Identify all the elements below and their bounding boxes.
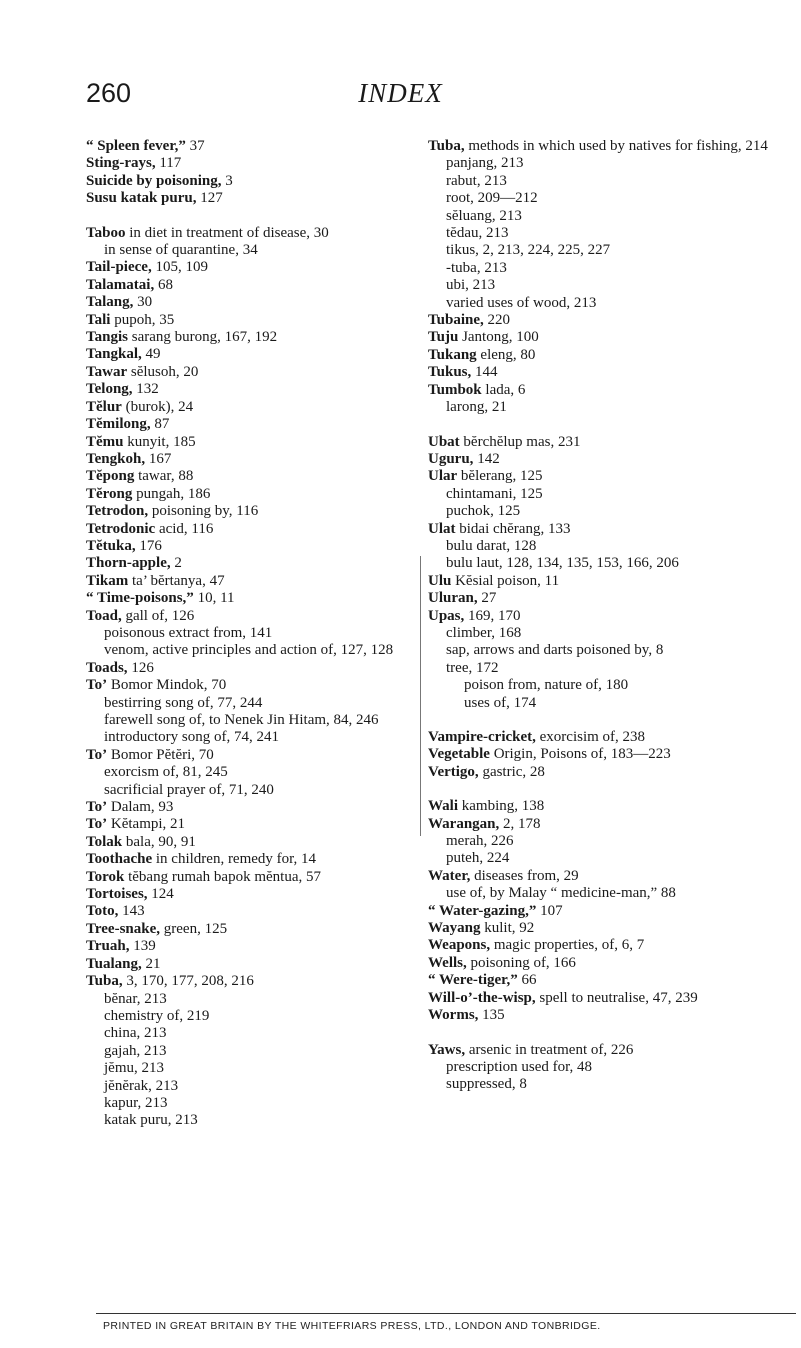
index-entry: [86, 277, 421, 294]
index-reference: rabut, 213: [446, 172, 507, 189]
index-heading: Yaws,: [428, 1041, 466, 1058]
index-column-right: [428, 138, 783, 1094]
index-entry: [86, 190, 421, 207]
index-reference: bala, 90, 91: [122, 833, 196, 850]
index-heading: Upas,: [428, 607, 465, 624]
index-reference: 126: [127, 659, 154, 676]
index-reference: kunyit, 185: [123, 433, 196, 450]
index-heading: Will-o’-the-wisp,: [428, 989, 536, 1006]
printer-imprint: PRINTED IN GREAT BRITAIN BY THE WHITEFRIARS PRESS, LTD., LONDON AND TONBRIDGE.: [103, 1320, 601, 1332]
index-entry: [86, 138, 421, 155]
index-heading: Tĕrong: [86, 485, 133, 502]
index-heading: Tĕmu: [86, 433, 124, 450]
index-reference: Jantong, 100: [458, 329, 539, 346]
index-subentry: [428, 555, 783, 572]
index-reference: 142: [473, 450, 500, 467]
index-heading: Tĕlur: [86, 398, 122, 415]
index-heading: Warangan,: [428, 815, 500, 832]
index-reference: methods in which used by natives for fishing, 214: [464, 138, 768, 154]
index-reference: (burok), 24: [121, 398, 194, 415]
index-reference: venom, active principles and action of, 127, 128: [104, 642, 394, 659]
index-reference: tikus, 2, 213, 224, 225, 227: [446, 242, 611, 259]
index-reference: sap, arrows and darts poisoned by, 8: [446, 642, 664, 659]
index-heading: Vegetable: [428, 746, 490, 763]
index-entry: [428, 1007, 783, 1024]
index-subentry: [428, 295, 783, 312]
index-entry: [86, 834, 421, 851]
index-heading: Toto,: [86, 903, 119, 920]
index-heading: Tĕtuka,: [86, 537, 136, 554]
index-heading: Tree-snake,: [86, 920, 161, 937]
index-heading: Tĕpong: [86, 468, 135, 485]
index-entry: [86, 294, 421, 311]
index-entry: [86, 538, 421, 555]
index-reference: jĕmu, 213: [104, 1060, 164, 1077]
index-subentry: [428, 660, 783, 677]
index-reference: Bomor Pĕtĕri, 70: [107, 746, 214, 763]
index-entry: [428, 816, 783, 833]
index-subentry: [86, 1060, 421, 1077]
index-reference: tĕdau, 213: [446, 225, 509, 242]
index-subentry: [86, 1078, 421, 1095]
index-heading: Ubat: [428, 433, 460, 450]
index-entry: [428, 573, 783, 590]
index-reference: tree, 172: [446, 659, 499, 676]
index-reference: kambing, 138: [458, 798, 545, 815]
index-reference: gall of, 126: [121, 607, 195, 624]
index-heading: Tualang,: [86, 955, 142, 972]
index-reference: prescription used for, 48: [446, 1058, 593, 1075]
index-reference: sarang burong, 167, 192: [127, 329, 278, 346]
index-subentry: [86, 1043, 421, 1060]
index-reference: Dalam, 93: [107, 799, 174, 816]
index-reference: Kĕsial poison, 11: [451, 572, 560, 589]
index-heading: Wali: [428, 798, 459, 815]
index-heading: Uguru,: [428, 450, 474, 467]
index-heading: “ Time-poisons,”: [86, 590, 194, 607]
index-heading: Tuba,: [86, 973, 123, 990]
index-heading: Talamatai,: [86, 276, 155, 293]
index-entry: [428, 868, 783, 885]
index-subentry: [86, 695, 421, 712]
index-reference: Bomor Mindok, 70: [107, 677, 227, 694]
index-reference: 21: [141, 955, 161, 972]
index-entry: [86, 486, 421, 503]
index-reference: puchok, 125: [446, 503, 521, 520]
index-reference: 68: [154, 276, 173, 293]
index-reference: china, 213: [104, 1025, 167, 1042]
index-reference: kapur, 213: [104, 1094, 168, 1111]
index-reference: bĕrchĕlup mas, 231: [459, 433, 581, 450]
index-heading: Tolak: [86, 833, 123, 850]
index-reference: Origin, Poisons of, 183—223: [489, 746, 671, 763]
index-entry: [86, 956, 421, 973]
index-entry: [86, 155, 421, 172]
index-reference: root, 209—212: [446, 190, 538, 207]
index-reference: bidai chĕrang, 133: [455, 520, 571, 537]
index-subentry: [86, 242, 421, 259]
index-subentry: [86, 642, 421, 659]
index-heading: Wayang: [428, 920, 481, 937]
index-heading: Tuba,: [428, 138, 465, 154]
index-entry: [428, 764, 783, 781]
index-entry: [86, 608, 421, 625]
index-reference: sĕlusoh, 20: [127, 363, 199, 380]
index-entry: [428, 608, 783, 625]
index-entry: [86, 329, 421, 346]
index-subentry: [428, 538, 783, 555]
index-reference: 105, 109: [151, 259, 208, 276]
index-reference: varied uses of wood, 213: [446, 294, 597, 311]
index-entry: [86, 677, 421, 694]
page-number: 260: [86, 78, 132, 108]
index-entry: [428, 972, 783, 989]
index-reference: 2: [170, 555, 182, 572]
section-gap: [428, 1025, 783, 1042]
index-heading: To’: [86, 677, 108, 694]
index-reference: 66: [517, 972, 537, 989]
index-entry: [86, 869, 421, 886]
index-reference: 144: [471, 364, 498, 381]
index-heading: Tukang: [428, 346, 477, 363]
index-reference: kulit, 92: [480, 920, 535, 937]
index-heading: Tubaine,: [428, 312, 484, 329]
index-reference: larong, 21: [446, 399, 507, 416]
index-reference: pupoh, 35: [110, 311, 175, 328]
index-reference: poisoning of, 166: [466, 954, 576, 971]
index-reference: sacrificial prayer of, 71, 240: [104, 781, 274, 798]
index-entry: [428, 382, 783, 399]
index-entry: [428, 138, 783, 155]
index-heading: Telong,: [86, 381, 133, 398]
index-heading: Wells,: [428, 954, 467, 971]
index-heading: Truah,: [86, 938, 130, 955]
index-entry: [428, 955, 783, 972]
index-entry: [428, 451, 783, 468]
index-subentry: [86, 1112, 421, 1129]
index-entry: [86, 434, 421, 451]
footer-rule: [96, 1313, 796, 1314]
index-heading: Tail-piece,: [86, 259, 152, 276]
index-heading: Ulu: [428, 572, 452, 589]
index-entry: [86, 816, 421, 833]
index-heading: Toothache: [86, 851, 153, 868]
index-reference: 127: [196, 190, 223, 207]
index-entry: [428, 364, 783, 381]
index-entry: [86, 521, 421, 538]
index-heading: Taboo: [86, 224, 126, 241]
section-gap: [428, 781, 783, 798]
index-entry: [86, 259, 421, 276]
index-reference: 117: [155, 155, 182, 172]
index-subentry: [428, 173, 783, 190]
index-reference: 176: [135, 537, 162, 554]
index-reference: in sense of quarantine, 34: [104, 242, 258, 259]
index-reference: gajah, 213: [104, 1042, 167, 1059]
index-reference: introductory song of, 74, 241: [104, 729, 279, 746]
index-entry: [428, 347, 783, 364]
index-reference: 3, 170, 177, 208, 216: [122, 973, 254, 990]
index-heading: Toad,: [86, 607, 122, 624]
index-subentry: [428, 677, 783, 694]
index-entry: [86, 381, 421, 398]
index-heading: Tangis: [86, 329, 128, 346]
index-entry: [86, 346, 421, 363]
index-reference: green, 125: [160, 920, 228, 937]
index-entry: [86, 468, 421, 485]
index-reference: panjang, 213: [446, 155, 524, 172]
index-reference: suppressed, 8: [446, 1076, 527, 1093]
index-reference: chemistry of, 219: [104, 1007, 210, 1024]
section-gap: [86, 208, 421, 225]
index-heading: Thorn-apple,: [86, 555, 171, 572]
index-reference: 124: [147, 886, 174, 903]
section-gap: [428, 712, 783, 729]
index-subentry: [428, 503, 783, 520]
index-subentry: [86, 729, 421, 746]
index-subentry: [86, 1008, 421, 1025]
index-heading: Tengkoh,: [86, 450, 146, 467]
index-reference: ta’ bĕrtanya, 47: [128, 572, 225, 589]
index-entry: [428, 729, 783, 746]
index-heading: Tuju: [428, 329, 459, 346]
index-reference: pungah, 186: [132, 485, 211, 502]
index-subentry: [428, 277, 783, 294]
index-reference: in children, remedy for, 14: [152, 851, 317, 868]
index-heading: Weapons,: [428, 937, 491, 954]
index-reference: sĕluang, 213: [446, 207, 522, 224]
index-heading: To’: [86, 746, 108, 763]
index-entry: [428, 746, 783, 763]
index-reference: -tuba, 213: [446, 259, 507, 276]
index-entry: [86, 503, 421, 520]
index-subentry: [428, 155, 783, 172]
index-entry: [86, 225, 421, 242]
index-reference: 107: [536, 902, 563, 919]
index-reference: 27: [477, 590, 497, 607]
index-reference: spell to neutralise, 47, 239: [535, 989, 698, 1006]
index-reference: diseases from, 29: [470, 867, 579, 884]
index-reference: exorcisim of, 238: [535, 729, 646, 745]
index-reference: lada, 6: [481, 381, 526, 398]
index-heading: Tĕmilong,: [86, 416, 151, 433]
index-subentry: [86, 1095, 421, 1112]
index-reference: uses of, 174: [464, 694, 537, 711]
index-reference: bĕnar, 213: [104, 990, 167, 1007]
index-entry: [86, 451, 421, 468]
index-entry: [86, 364, 421, 381]
index-entry: [86, 660, 421, 677]
index-subentry: [428, 1076, 783, 1093]
column-divider: [420, 556, 421, 836]
index-heading: Ulat: [428, 520, 456, 537]
index-reference: 10, 11: [193, 590, 235, 607]
index-reference: 132: [132, 381, 159, 398]
running-title: INDEX: [358, 78, 443, 108]
index-subentry: [86, 625, 421, 642]
index-reference: use of, by Malay “ medicine-man,” 88: [446, 885, 676, 902]
index-reference: bĕlerang, 125: [457, 468, 543, 485]
index-heading: Tali: [86, 311, 111, 328]
index-entry: [86, 903, 421, 920]
index-reference: 135: [478, 1007, 505, 1024]
index-heading: Tukus,: [428, 364, 472, 381]
index-subentry: [86, 712, 421, 729]
index-entry: [86, 312, 421, 329]
section-gap: [428, 417, 783, 434]
index-subentry: [428, 242, 783, 259]
index-subentry: [428, 190, 783, 207]
index-subentry: [428, 625, 783, 642]
index-subentry: [428, 399, 783, 416]
index-heading: Torok: [86, 868, 125, 885]
index-reference: exorcism of, 81, 245: [104, 764, 228, 781]
index-entry: [428, 329, 783, 346]
index-subentry: [428, 260, 783, 277]
index-reference: 30: [133, 294, 153, 311]
index-reference: bulu laut, 128, 134, 135, 153, 166, 206: [446, 555, 679, 572]
index-heading: Worms,: [428, 1007, 479, 1024]
index-reference: 37: [185, 138, 205, 154]
index-subentry: [428, 208, 783, 225]
index-entry: [86, 851, 421, 868]
index-subentry: [86, 764, 421, 781]
index-reference: acid, 116: [155, 520, 214, 537]
index-heading: Sting-rays,: [86, 155, 156, 172]
index-entry: [428, 590, 783, 607]
index-entry: [428, 798, 783, 815]
index-reference: 3: [221, 172, 233, 189]
index-subentry: [428, 850, 783, 867]
index-reference: ubi, 213: [446, 277, 496, 294]
index-subentry: [428, 885, 783, 902]
index-entry: [428, 521, 783, 538]
index-entry: [86, 555, 421, 572]
index-entry: [428, 920, 783, 937]
index-reference: tĕbang rumah bapok mĕntua, 57: [124, 868, 321, 885]
index-reference: arsenic in treatment of, 226: [465, 1041, 634, 1058]
index-reference: 143: [118, 903, 145, 920]
index-heading: “ Spleen fever,”: [86, 138, 186, 154]
index-reference: 139: [129, 938, 156, 955]
index-reference: 220: [483, 312, 510, 329]
index-subentry: [86, 1025, 421, 1042]
index-reference: poisonous extract from, 141: [104, 624, 273, 641]
index-subentry: [428, 225, 783, 242]
index-heading: Suicide by poisoning,: [86, 172, 222, 189]
index-heading: Tawar: [86, 363, 128, 380]
index-reference: eleng, 80: [476, 346, 536, 363]
index-subentry: [428, 695, 783, 712]
index-entry: [86, 399, 421, 416]
index-reference: merah, 226: [446, 833, 514, 850]
index-subentry: [86, 991, 421, 1008]
index-entry: [428, 468, 783, 485]
index-reference: farewell song of, to Nenek Jin Hitam, 84, 246: [104, 712, 379, 728]
index-heading: Tetrodon,: [86, 503, 149, 520]
index-entry: [86, 938, 421, 955]
index-heading: Tumbok: [428, 381, 482, 398]
index-reference: Kĕtampi, 21: [107, 816, 186, 833]
index-heading: To’: [86, 799, 108, 816]
index-heading: Ular: [428, 468, 458, 485]
index-entry: [86, 590, 421, 607]
index-reference: chintamani, 125: [446, 485, 543, 502]
index-entry: [86, 573, 421, 590]
index-heading: Vertigo,: [428, 763, 479, 780]
index-reference: 49: [141, 346, 161, 363]
page-header: [0, 78, 801, 118]
index-reference: jĕnĕrak, 213: [104, 1077, 179, 1094]
index-heading: Vampire-cricket,: [428, 729, 536, 745]
index-heading: “ Were-tiger,”: [428, 972, 518, 989]
index-heading: Tetrodonic: [86, 520, 156, 537]
index-subentry: [86, 782, 421, 799]
index-subentry: [428, 642, 783, 659]
index-entry: [428, 990, 783, 1007]
index-heading: Uluran,: [428, 590, 478, 607]
index-subentry: [428, 486, 783, 503]
index-heading: Tortoises,: [86, 886, 148, 903]
index-heading: “ Water-gazing,”: [428, 902, 537, 919]
index-entry: [86, 886, 421, 903]
index-subentry: [428, 1059, 783, 1076]
index-entry: [428, 1042, 783, 1059]
index-entry: [86, 416, 421, 433]
index-reference: bulu darat, 128: [446, 537, 537, 554]
index-reference: 87: [150, 416, 170, 433]
index-reference: climber, 168: [446, 624, 522, 641]
index-reference: puteh, 224: [446, 850, 510, 867]
index-reference: poison from, nature of, 180: [464, 677, 629, 694]
index-entry: [428, 903, 783, 920]
index-reference: 169, 170: [464, 607, 521, 624]
index-reference: gastric, 28: [478, 763, 545, 780]
index-heading: Susu katak puru,: [86, 190, 197, 207]
index-reference: magic properties, of, 6, 7: [490, 937, 645, 954]
index-entry: [86, 799, 421, 816]
index-heading: Tikam: [86, 572, 129, 589]
index-entry: [86, 747, 421, 764]
index-entry: [86, 921, 421, 938]
index-heading: Talang,: [86, 294, 134, 311]
index-reference: 2, 178: [499, 815, 541, 832]
index-heading: Toads,: [86, 659, 128, 676]
index-heading: Water,: [428, 867, 471, 884]
index-entry: [428, 434, 783, 451]
index-reference: in diet in treatment of disease, 30: [125, 224, 329, 241]
index-entry: [428, 312, 783, 329]
index-entry: [428, 937, 783, 954]
index-subentry: [428, 833, 783, 850]
index-heading: To’: [86, 816, 108, 833]
index-column-left: [86, 138, 421, 1130]
index-entry: [86, 973, 421, 990]
index-reference: poisoning by, 116: [148, 503, 259, 520]
index-heading: Tangkal,: [86, 346, 142, 363]
index-reference: 167: [145, 450, 172, 467]
index-entry: [86, 173, 421, 190]
index-reference: tawar, 88: [134, 468, 194, 485]
index-reference: katak puru, 213: [104, 1112, 198, 1129]
index-reference: bestirring song of, 77, 244: [104, 694, 263, 711]
